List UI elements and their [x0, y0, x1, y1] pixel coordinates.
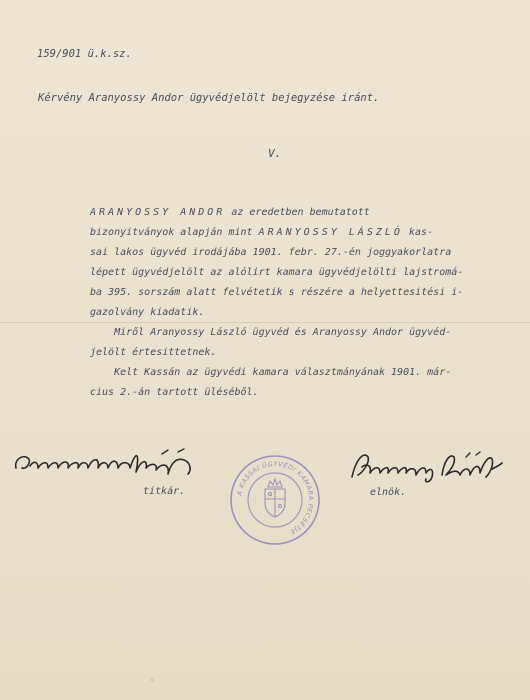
pencil-mark: ✎ [148, 676, 155, 685]
body-text: lépett ügyvédjelölt az alólirt kamara ügyvédjelölti lajstromá- [90, 267, 464, 278]
body-text: cius 2.-án tartott üléséből. [90, 387, 259, 398]
president-label: elnök. [370, 487, 407, 498]
body-line [90, 283, 530, 303]
president-signature [346, 449, 506, 485]
body-line [90, 263, 530, 283]
secretary-signature [12, 446, 197, 480]
body-line [90, 203, 530, 223]
spaced-name: ARANYOSSY LÁSZLÓ [258, 227, 403, 238]
body-text: bizonyitványok alapján mint [90, 227, 259, 238]
body-line [90, 383, 530, 403]
reference-number: 159/901 ü.k.sz. [37, 48, 132, 60]
body-line [90, 243, 530, 263]
body-text: gazolvány kiadatik. [90, 307, 205, 318]
body-text: Kelt Kassán az ügyvédi kamara választmányának 1901. már- [90, 367, 452, 378]
body-line [90, 223, 530, 243]
body-text: jelölt értesittetnek. [90, 347, 217, 358]
decision-body [90, 203, 530, 403]
chamber-seal-stamp [228, 453, 322, 547]
section-mark: V. [268, 147, 282, 160]
body-text: kas- [402, 227, 434, 238]
document-subject: Kérvény Aranyossy Andor ügyvédjelölt bejegyzése iránt. [38, 92, 380, 104]
spaced-name: ARANYOSSY ANDOR [90, 207, 226, 218]
secretary-label: titkár. [143, 486, 186, 497]
body-line [90, 303, 530, 323]
body-text: sai lakos ügyvéd irodájába 1901. febr. 27.-én joggyakorlatra [90, 247, 452, 258]
body-line [90, 363, 530, 383]
body-text: az eredetben bemutatott [225, 207, 370, 218]
body-line [90, 323, 530, 343]
body-line [90, 343, 530, 363]
body-text: ba 395. sorszám alatt felvétetik s részére a helyettesitési i- [90, 287, 464, 298]
svg-text:A KASSAI ÜGYVÉDI KAMARA PECSÉT: A KASSAI ÜGYVÉDI KAMARA PECSÉTJE [235, 459, 316, 537]
body-text: Miről Aranyossy László ügyvéd és Aranyossy Andor ügyvéd- [90, 327, 452, 338]
coat-of-arms-icon [265, 479, 285, 517]
